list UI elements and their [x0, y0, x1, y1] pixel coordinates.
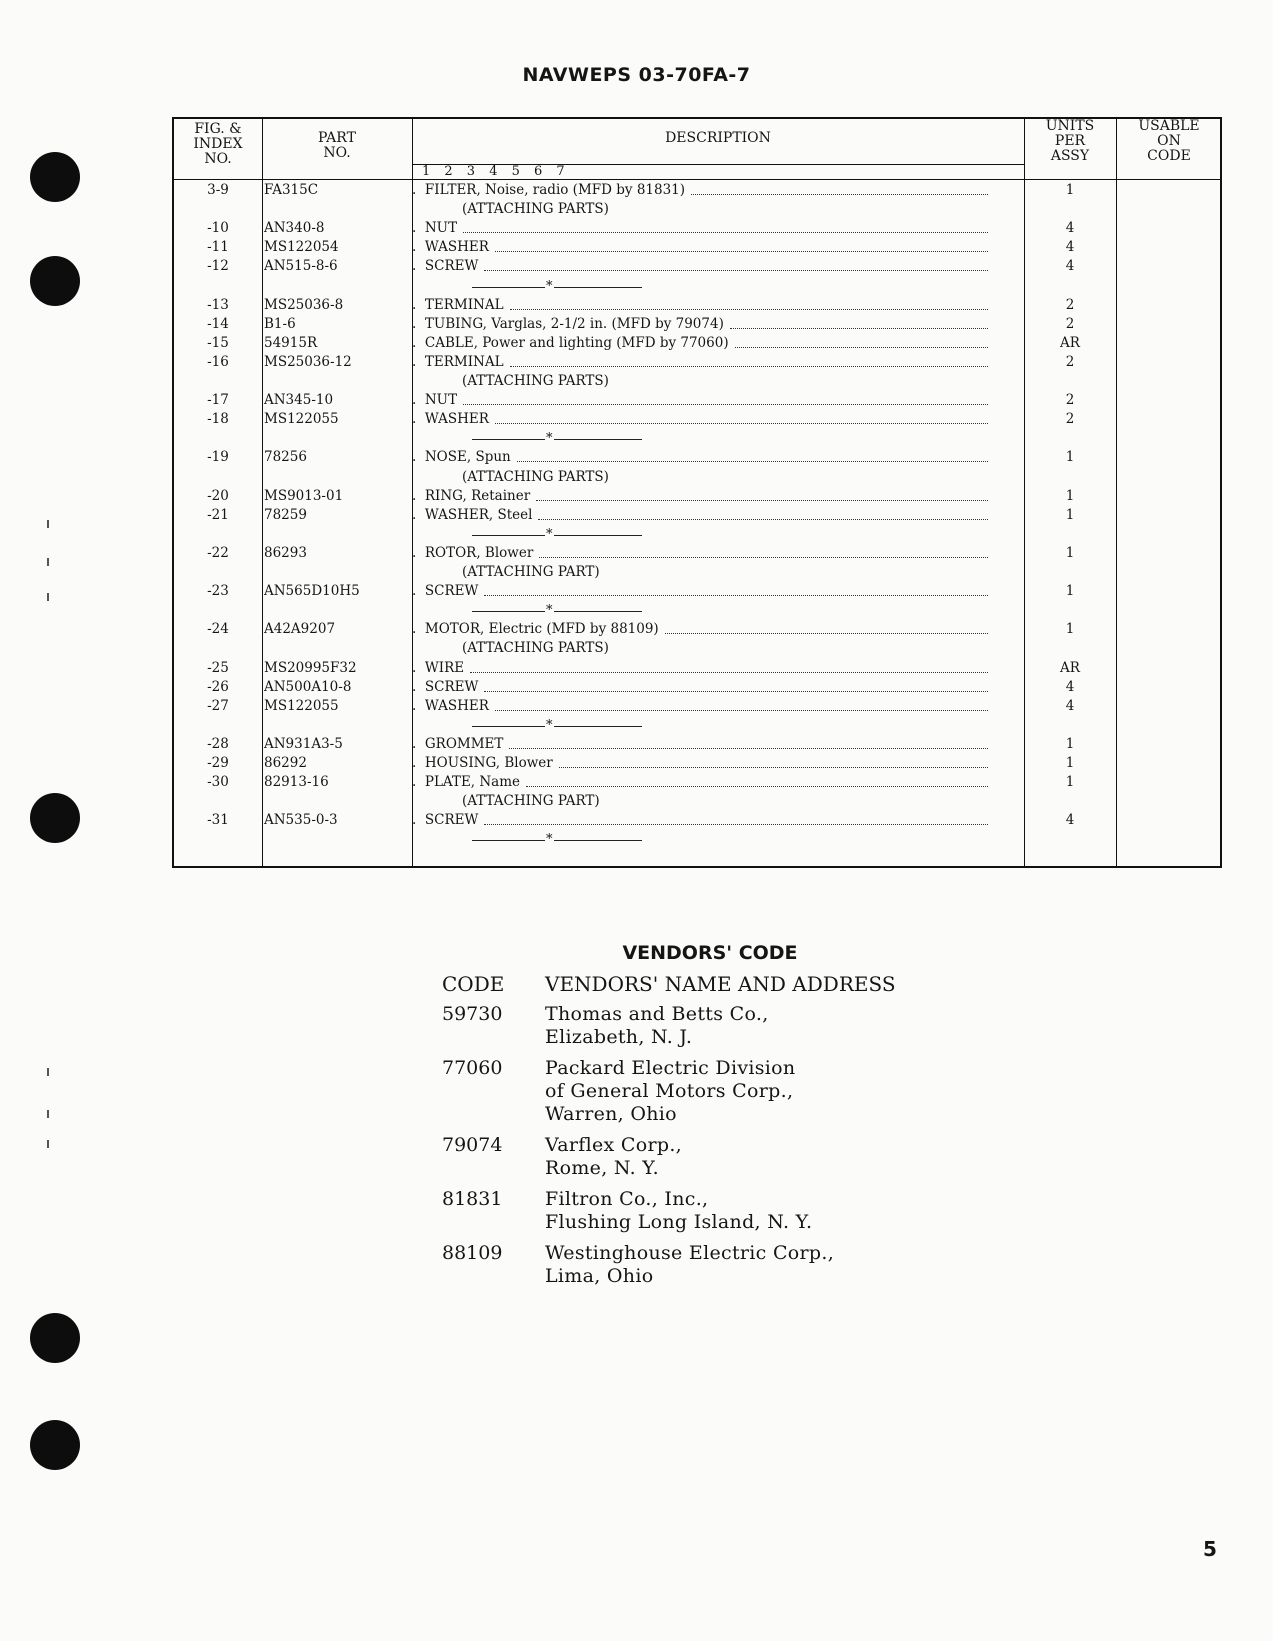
fig-index-cell: -30 — [207, 774, 229, 791]
fig-index-cell: -31 — [207, 812, 229, 829]
vendor-name-address-line: Varflex Corp., — [545, 1134, 682, 1156]
units-cell: 2 — [1065, 392, 1075, 409]
fig-index-cell: -20 — [207, 487, 229, 504]
description-cell: . NUT — [412, 391, 992, 410]
attaching-parts-note — [174, 792, 1224, 811]
table-row — [174, 620, 1224, 639]
attaching-parts-separator — [174, 429, 1224, 448]
units-cell: 1 — [1065, 755, 1075, 771]
table-row — [174, 659, 1224, 678]
binder-hole — [30, 1420, 80, 1470]
attaching-parts-note — [174, 200, 1224, 219]
fig-index-cell: -26 — [207, 678, 229, 695]
part-number-cell: A42A9207 — [264, 621, 336, 638]
fig-index-cell: -21 — [207, 506, 229, 523]
units-cell: 1 — [1065, 774, 1075, 791]
description-cell: . TERMINAL — [412, 353, 992, 372]
vendor-name-address-line: of General Motors Corp., — [545, 1080, 794, 1102]
header-usable-on-code: USABLE ON CODE — [1138, 118, 1200, 164]
note-text: (ATTACHING PART) — [462, 793, 600, 810]
margin-mark — [47, 520, 49, 528]
attaching-parts-note — [174, 563, 1224, 582]
vendor-name-address-line: Rome, N. Y. — [545, 1157, 660, 1179]
units-cell: 1 — [1065, 583, 1075, 600]
part-number-cell: 86292 — [264, 755, 307, 771]
description-cell: . WASHER — [412, 697, 992, 716]
description-cell: . SCREW — [412, 678, 992, 697]
table-row — [174, 487, 1224, 506]
fig-index-cell: -17 — [207, 392, 229, 409]
vendor-name-address-line: Lima, Ohio — [545, 1265, 654, 1287]
description-cell: . NUT — [412, 219, 992, 238]
header-units-per-assy: UNITS PER ASSY — [1045, 118, 1095, 164]
description-cell: . SCREW — [412, 811, 992, 830]
units-cell: 4 — [1065, 239, 1075, 256]
table-row — [174, 238, 1224, 257]
description-cell: . PLATE, Name — [412, 773, 992, 792]
separator-asterisk: * — [546, 717, 553, 733]
units-cell: 4 — [1065, 812, 1075, 829]
vendor-name-address-line: Thomas and Betts Co., — [545, 1003, 769, 1025]
header-fig-index-no: FIG. & INDEX NO. — [193, 121, 243, 167]
binder-hole — [30, 256, 80, 306]
separator-asterisk: * — [546, 431, 553, 447]
attaching-parts-separator — [174, 716, 1224, 735]
description-cell: . SCREW — [412, 582, 992, 601]
note-text: (ATTACHING PARTS) — [462, 373, 609, 389]
part-number-cell: 86293 — [264, 544, 307, 561]
description-cell: . GROMMET — [412, 735, 992, 754]
description-cell: . WASHER — [412, 238, 992, 257]
table-row — [174, 315, 1224, 334]
table-row — [174, 410, 1224, 429]
description-cell: . TERMINAL — [412, 296, 992, 315]
units-cell: 1 — [1065, 621, 1075, 638]
part-number-cell: B1-6 — [264, 315, 296, 332]
units-cell: 2 — [1065, 296, 1075, 313]
table-row — [174, 811, 1224, 830]
table-row — [174, 353, 1224, 372]
attaching-parts-separator — [174, 277, 1224, 296]
part-number-cell: 78259 — [264, 506, 307, 523]
part-number-cell: MS122055 — [264, 697, 339, 714]
fig-index-cell: 3-9 — [207, 182, 229, 198]
attaching-parts-note — [174, 639, 1224, 658]
table-row — [174, 678, 1224, 697]
units-cell: 1 — [1065, 449, 1075, 466]
units-cell: AR — [1060, 659, 1080, 676]
attaching-parts-separator — [174, 830, 1224, 849]
part-number-cell: MS122054 — [264, 239, 339, 256]
binder-hole — [30, 1313, 80, 1363]
binder-hole — [30, 152, 80, 202]
margin-mark — [47, 593, 49, 601]
units-cell: 4 — [1065, 678, 1075, 695]
note-text: (ATTACHING PARTS) — [462, 201, 609, 218]
vendor-name-address-line: Flushing Long Island, N. Y. — [545, 1211, 813, 1233]
margin-mark — [47, 1068, 49, 1076]
table-row — [174, 754, 1224, 773]
vendor-name-column-header: VENDORS' NAME AND ADDRESS — [545, 972, 896, 996]
note-text: (ATTACHING PARTS) — [462, 640, 609, 657]
description-cell: . TUBING, Varglas, 2-1/2 in. (MFD by 79074) — [412, 315, 992, 334]
margin-mark — [47, 1140, 49, 1148]
description-cell: . SCREW — [412, 257, 992, 276]
separator-asterisk: * — [546, 278, 553, 294]
part-number-cell: 82913-16 — [264, 774, 329, 791]
fig-index-cell: -11 — [207, 239, 229, 256]
units-cell: 2 — [1065, 315, 1075, 332]
attaching-parts-separator — [174, 601, 1224, 620]
vendors-code-title: VENDORS' CODE — [622, 942, 798, 964]
margin-mark — [47, 558, 49, 566]
part-number-cell: AN931A3-5 — [264, 735, 343, 752]
vendor-name-address-line: Warren, Ohio — [545, 1103, 677, 1125]
fig-index-cell: -19 — [207, 449, 229, 466]
table-row — [174, 296, 1224, 315]
part-number-cell: AN500A10-8 — [264, 678, 352, 695]
table-row — [174, 334, 1224, 353]
units-cell: AR — [1060, 334, 1080, 351]
part-number-cell: AN515-8-6 — [264, 258, 338, 275]
part-number-cell: MS25036-12 — [264, 353, 352, 370]
table-row — [174, 735, 1224, 754]
fig-index-cell: -12 — [207, 258, 229, 275]
description-cell: . WIRE — [412, 659, 992, 678]
units-cell: 1 — [1065, 735, 1075, 752]
table-row — [174, 582, 1224, 601]
vendor-name-address-line: Filtron Co., Inc., — [545, 1188, 709, 1210]
fig-index-cell: -18 — [207, 411, 229, 428]
table-row — [174, 697, 1224, 716]
vendor-code: 88109 — [442, 1242, 503, 1264]
vendor-code-column-header: CODE — [442, 972, 505, 996]
parts-list-table — [172, 117, 1222, 868]
separator-asterisk: * — [546, 526, 553, 542]
part-number-cell: AN345-10 — [264, 392, 334, 409]
header-description: DESCRIPTION — [665, 130, 771, 146]
description-cell: . FILTER, Noise, radio (MFD by 81831) — [412, 181, 992, 200]
header-indent-levels: 1 2 3 4 5 6 7 — [422, 164, 570, 179]
vendor-code: 79074 — [442, 1134, 503, 1156]
fig-index-cell: -24 — [207, 621, 229, 638]
part-number-cell: MS25036-8 — [264, 296, 344, 313]
part-number-cell: 54915R — [264, 334, 318, 351]
description-cell: . RING, Retainer — [412, 487, 992, 506]
separator-asterisk: * — [546, 832, 553, 848]
table-row — [174, 506, 1224, 525]
part-number-cell: 78256 — [264, 449, 307, 466]
part-number-cell: AN535-0-3 — [264, 812, 338, 829]
vendor-name-address-line: Elizabeth, N. J. — [545, 1026, 693, 1048]
description-cell: . WASHER, Steel — [412, 506, 992, 525]
table-row — [174, 544, 1224, 563]
table-row — [174, 448, 1224, 467]
fig-index-cell: -22 — [207, 544, 229, 561]
vendor-code: 81831 — [442, 1188, 503, 1210]
units-cell: 1 — [1065, 506, 1075, 523]
fig-index-cell: -25 — [207, 659, 229, 676]
attaching-parts-note — [174, 372, 1224, 391]
description-cell: . WASHER — [412, 410, 992, 429]
table-row — [174, 773, 1224, 792]
attaching-parts-separator — [174, 525, 1224, 544]
note-text: (ATTACHING PART) — [462, 564, 600, 580]
units-cell: 1 — [1065, 544, 1075, 561]
description-cell: . CABLE, Power and lighting (MFD by 77060) — [412, 334, 992, 353]
units-cell: 2 — [1065, 411, 1075, 428]
fig-index-cell: -15 — [207, 334, 229, 351]
part-number-cell: AN565D10H5 — [264, 583, 360, 600]
document-number: NAVWEPS 03-70FA-7 — [522, 64, 751, 86]
units-cell: 1 — [1065, 487, 1075, 504]
fig-index-cell: -29 — [207, 755, 229, 771]
table-row — [174, 257, 1224, 276]
fig-index-cell: -14 — [207, 315, 229, 332]
page-number: 5 — [1203, 1537, 1217, 1561]
vendor-code: 59730 — [442, 1003, 503, 1025]
table-row — [174, 181, 1224, 200]
vendor-name-address-line: Packard Electric Division — [545, 1057, 796, 1079]
fig-index-cell: -10 — [207, 220, 229, 237]
note-text: (ATTACHING PARTS) — [462, 468, 609, 485]
fig-index-cell: -27 — [207, 697, 229, 714]
units-cell: 2 — [1065, 353, 1075, 370]
table-row — [174, 219, 1224, 238]
header-part-no: PART NO. — [318, 130, 356, 161]
binder-hole — [30, 793, 80, 843]
units-cell: 1 — [1065, 182, 1075, 198]
part-number-cell: MS20995F32 — [264, 659, 357, 676]
vendor-name-address-line: Westinghouse Electric Corp., — [545, 1242, 835, 1264]
table-row — [174, 391, 1224, 410]
part-number-cell: MS122055 — [264, 411, 339, 428]
fig-index-cell: -28 — [207, 735, 229, 752]
units-cell: 4 — [1065, 220, 1075, 237]
description-cell: . HOUSING, Blower — [412, 754, 992, 773]
description-cell: . ROTOR, Blower — [412, 544, 992, 563]
vendor-code: 77060 — [442, 1057, 503, 1079]
attaching-parts-note — [174, 468, 1224, 487]
part-number-cell: MS9013-01 — [264, 487, 344, 504]
fig-index-cell: -23 — [207, 583, 229, 600]
separator-asterisk: * — [546, 603, 553, 619]
units-cell: 4 — [1065, 258, 1075, 275]
margin-mark — [47, 1110, 49, 1118]
fig-index-cell: -16 — [207, 353, 229, 370]
description-cell: . MOTOR, Electric (MFD by 88109) — [412, 620, 992, 639]
fig-index-cell: -13 — [207, 296, 229, 313]
part-number-cell: FA315C — [264, 182, 319, 198]
part-number-cell: AN340-8 — [264, 220, 325, 237]
units-cell: 4 — [1065, 697, 1075, 714]
description-cell: . NOSE, Spun — [412, 448, 992, 467]
